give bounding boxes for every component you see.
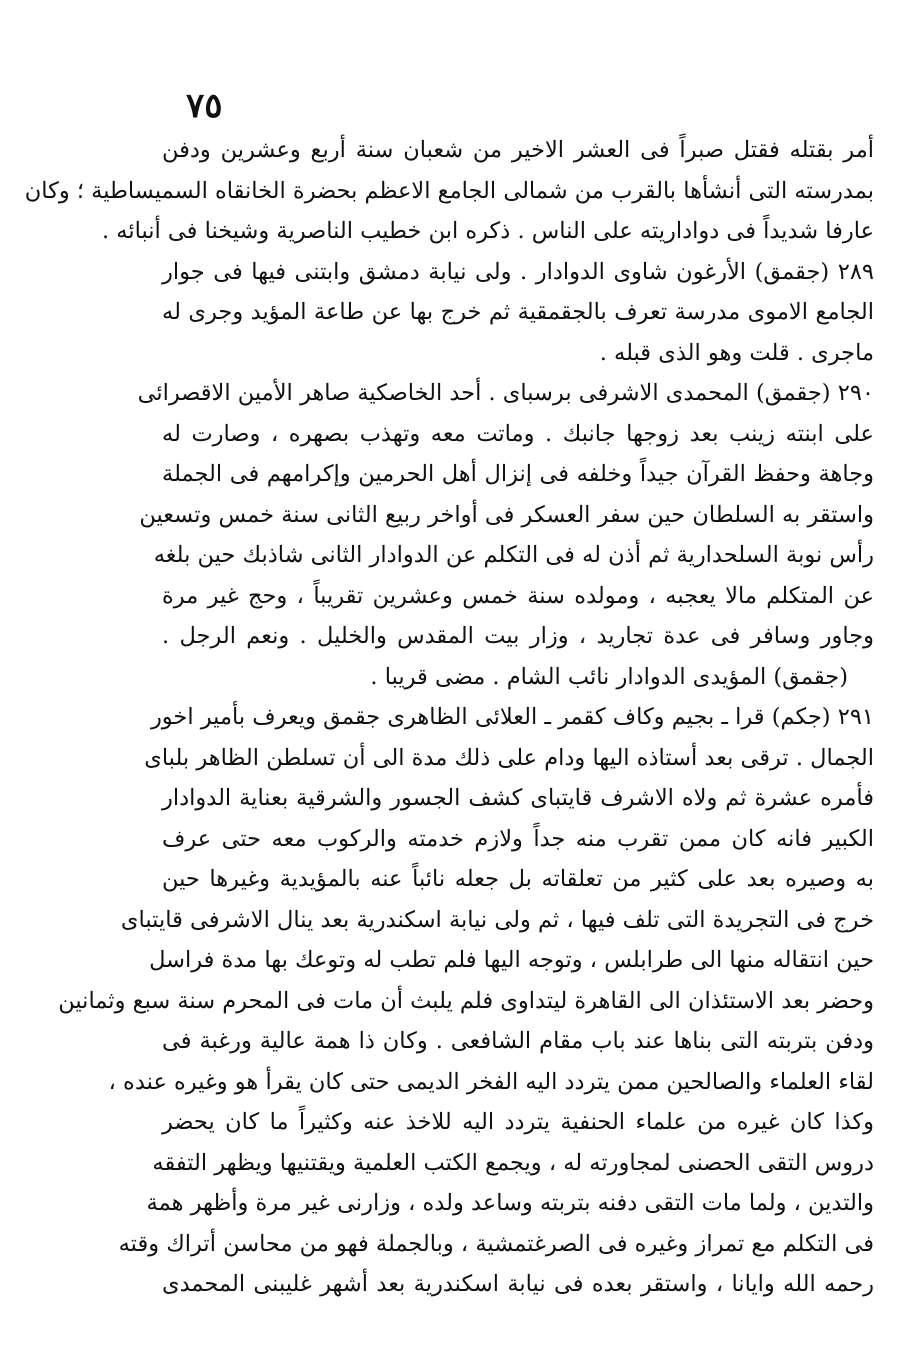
text-line: وحضر بعد الاستئذان الى القاهرة ليتداوى فلم يلبث أن مات فى المحرم سنة سبع وثمانين — [58, 987, 874, 1014]
text-line: عارفا شديداً فى دواداريته على الناس . ذكره ابن خطيب الناصرية وشيخنا فى أنبائه . — [101, 218, 874, 244]
text-line: وكذا كان غيره من علماء الحنفية يتردد اليه للاخذ عنه وكثيراً ما كان يحضر — [162, 1109, 874, 1135]
text-line: وجاور وسافر فى عدة تجاريد ، وزار بيت المقدس والخليل . ونعم الرجل . — [162, 623, 874, 649]
text-line: على ابنته زينب بعد زوجها جانبك . وماتت معه وتهذب بصهره ، وصارت له — [162, 420, 874, 447]
page-text-body — [24, 130, 874, 1305]
text-line: به وصيره بعد على كثير من تعلقاته بل جعله نائباً عنه بالمؤيدية وغيرها حين — [162, 866, 874, 892]
text-line: وجاهة وحفظ القرآن جيداً وخلفه فى إنزال أهل الحرمين وإكرامهم فى الجملة — [162, 461, 874, 487]
text-line: الكبير فانه كان ممن تقرب منه جداً ولازم خدمته والركوب معه حتى عرف — [162, 825, 874, 852]
text-line: فأمره عشرة ثم ولاه الاشرف قايتباى كشف الجسور والشرقية بعناية الدوادار — [162, 785, 874, 811]
text-line: واستقر به السلطان حين سفر العسكر فى أواخر ربيع الثانى سنة خمس وتسعين — [139, 501, 874, 528]
text-line: خرج فى التجريدة التى تلف فيها ، ثم ولى نيابة اسكندرية بعد ينال الاشرفى قايتباى — [120, 906, 874, 933]
text-line: الجامع الاموى مدرسة تعرف بالجقمقية ثم خرج بها عن طاعة المؤيد وجرى له — [162, 299, 874, 325]
page-number: ٧٥ — [186, 86, 223, 126]
text-line: أمر بقتله فقتل صبراً فى العشر الاخير من شعبان سنة أربع وعشرين ودفن — [162, 137, 874, 163]
entry-289-heading: ٢٨٩ (جقمق) الأرغون شاوى الدوادار . ولى نيابة دمشق وابتنى فيها فى جوار — [162, 258, 874, 285]
text-line: عن المتكلم مالا يعجبه ، ومولده سنة خمس وعشرين تقريباً ، وحج غير مرة — [162, 582, 874, 609]
text-line: رأس نوبة السلحدارية ثم أذن له فى التكلم عن الدوادار الثانى شاذبك حين بلغه — [153, 542, 874, 568]
text-line: الجمال . ترقى بعد أستاذه اليها ودام على ذلك مدة الى أن تسلطن الظاهر بلباى — [144, 744, 874, 771]
text-line: فى التكلم مع تمراز وغيره فى الصرغتمشية ، وبالجملة فهو من محاسن أتراك وقته — [118, 1230, 874, 1257]
text-line: ودفن بتربته التى بناها عند باب مقام الشافعى . وكان ذا همة عالية ورغبة فى — [162, 1028, 874, 1054]
text-line: بمدرسته التى أنشأها بالقرب من شمالى الجامع الاعظم بحضرة الخانقاه السميساطية ؛ وكان — [24, 177, 874, 204]
entry-291-heading: ٢٩١ (جكم) قرا ـ بجيم وكاف كقمر ـ العلائى الظاهرى جقمق ويعرف بأمير اخور — [150, 704, 874, 730]
text-line: دروس التقى الحصنى لمجاورته له ، ويجمع الكتب العلمية ويقتنيها ويظهر التفقه — [152, 1149, 874, 1176]
entry-290-heading: ٢٩٠ (جقمق) المحمدى الاشرفى برسباى . أحد الخاصكية صاهر الأمين الاقصرائى — [137, 380, 874, 406]
text-line: ماجرى . قلت وهو الذى قبله . — [599, 339, 874, 366]
text-line: رحمه الله وايانا ، واستقر بعده فى نيابة اسكندرية بعد أشهر غليبنى المحمدى — [162, 1271, 874, 1297]
cross-reference-line: (جقمق) المؤيدى الدوادار نائب الشام . مضى قريبا . — [370, 663, 848, 690]
text-line: حين انتقاله منها الى طرابلس ، وتوجه اليها فلم تطب له وتوعك بها مدة فراسل — [149, 947, 874, 973]
text-line: والتدين ، ولما مات التقى دفنه بتربته وساعد ولده ، وزارنى غير مرة وأظهر همة — [146, 1190, 874, 1216]
text-line: لقاء العلماء والصالحين ممن يتردد اليه الفخر الديمى حتى كان يقرأ هو وغيره عنده ، — [108, 1068, 874, 1095]
